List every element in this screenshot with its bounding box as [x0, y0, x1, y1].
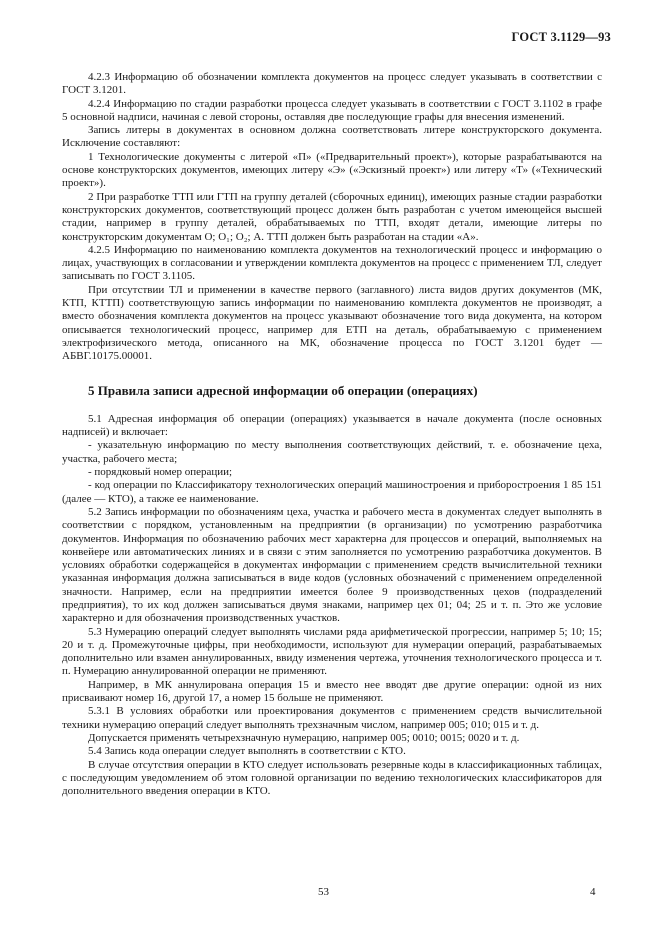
section-5-title: 5 Правила записи адресной информации об операции (операциях) — [88, 382, 478, 398]
paragraph-example: Например, в МК аннулирована операция 15 и вместо нее вводят две другие операции: одной из них присваивают номер 16, другой 17, а номер 15 больше не применяют. — [62, 678, 602, 705]
page-number: 53 — [318, 886, 329, 898]
document-body — [62, 71, 602, 798]
paragraph-5-3: 5.3 Нумерацию операций следует выполнять числами ряда арифметической прогрессии, например 5; 10; 15; 20 и т. д. Промежуточные цифры, при необходимости, используют для нумерации операций, разрабатываемых дополнительно или взамен аннулированных, ввиду изменения чертежа, уточнения технологического процесса и т. п. Нумерацию аннулированной операции не применяют. — [62, 625, 602, 678]
document-code-header: ГОСТ 3.1129—93 — [511, 30, 611, 44]
paragraph-5-2: 5.2 Запись информации по обозначениям цеха, участка и рабочего места в документах следует выполнять в соответствии с порядком, установленным на предприятии (в организации) по усмотрению разработчика документов. Информация по обозначению рабочих мест характерна для процессов и операций, выполняемых на конвейере или автоматических линиях и в связи с этим заполняется по усмотрению разработчика документов. В условиях обработки содержащейся в документах информации с применением средств вычислительной техники указанная информация должна записываться в виде кодов (условных обозначений с применением определенной значности. Например, если на предприятии имеется более 9 производственных цехов (подразделений предприятия), то их код должен записываться двумя знаками, например цех 01; 04; 25 и т. п. Это же условие характерно и для обозначения производственных участков. — [62, 505, 602, 625]
paragraph-5-1: 5.1 Адресная информация об операции (операциях) указывается в начале документа (после основных надписей) и включает: — [62, 412, 602, 439]
paragraph-4-2-5: 4.2.5 Информацию по наименованию комплекта документов на технологический процесс и информацию о лицах, участвующих в согласовании и утверждении комплекта документов на процесс с применением ТЛ, следует записывать по ГОСТ 3.1105. — [62, 243, 602, 283]
list-item-location: - указательную информацию по месту выполнения соответствующих действий, т. е. обозначение цеха, участка, рабочего места; — [62, 439, 602, 465]
paragraph-4-2-3: 4.2.3 Информацию об обозначении комплекта документов на процесс следует указывать в соответствии с ГОСТ 3.1201. — [62, 71, 602, 97]
paragraph-exception-2: 2 При разработке ТТП или ГТП на группу деталей (сборочных единиц), имеющих разные стадии разработки конструкторских документов, соответствующий процесс должен быть разработан с учетом имеющейся высшей стадии, например в группу деталей, обрабатываемых по ТТП, входят детали, имеющие литеры по конструкторским документам О; О₁; О₂; А. ТТП должен быть разработан на стадии «А». — [62, 190, 602, 243]
paragraph-5-3-1: 5.3.1 В условиях обработки или проектирования документов с применением средств вычислительной техники нумерацию операций следует выполнять трехзначным числом, например 005; 010; 015 и т. д. — [62, 705, 602, 731]
paragraph-tl-absence: При отсутствии ТЛ и применении в качестве первого (заглавного) листа видов других документов (МК, КТП, КТТП) соответствующую запись информации по наименованию комплекта документов не производят, а вместо обозначения комплекта документов на процесс указывают обозначение того вида документа, на котором описывается технологический процесс, например для ЕТП на деталь, обрабатываемую с применением электрофизического метода, описанного на МК, обозначение процесса по ГОСТ 3.1201 будет — АБВГ.10175.00001. — [62, 283, 602, 363]
paragraph-reserve-codes: В случае отсутствия операции в КТО следует использовать резервные коды в классификационных таблицах, с последующим уведомлением об этом головной организации по ведению технологических классификаторов для дополнительного введения операции в КТО. — [62, 758, 602, 798]
list-item-op-number: - порядковый номер операции; — [88, 466, 233, 479]
paragraph-litera: Запись литеры в документах в основном должна соответствовать литере конструкторского документа. Исключение составляют: — [62, 124, 602, 150]
sheet-number: 4 — [590, 886, 596, 898]
list-item-op-code: - код операции по Классификатору технологических операций машиностроения и приборостроения 1 85 151 (далее — КТО), а также ее наименование. — [62, 479, 602, 505]
paragraph-four-digit: Допускается применять четырехзначную нумерацию, например 005; 0010; 0015; 0020 и т. д. — [88, 731, 520, 744]
paragraph-exception-1: 1 Технологические документы с литерой «П» («Предварительный проект»), которые разрабатываются на основе конструкторских документов, имеющих литеру «Э» («Эскизный проект») или литеру «Т» («Технический проект»). — [62, 150, 602, 190]
paragraph-4-2-4: 4.2.4 Информацию по стадии разработки процесса следует указывать в соответствии с ГОСТ 3.1102 в графе 5 основной надписи, начиная с левой стороны, оставляя две последующие графы для внесения изменений. — [62, 97, 602, 123]
paragraph-5-4: 5.4 Запись кода операции следует выполнять в соответствии с КТО. — [88, 745, 406, 758]
